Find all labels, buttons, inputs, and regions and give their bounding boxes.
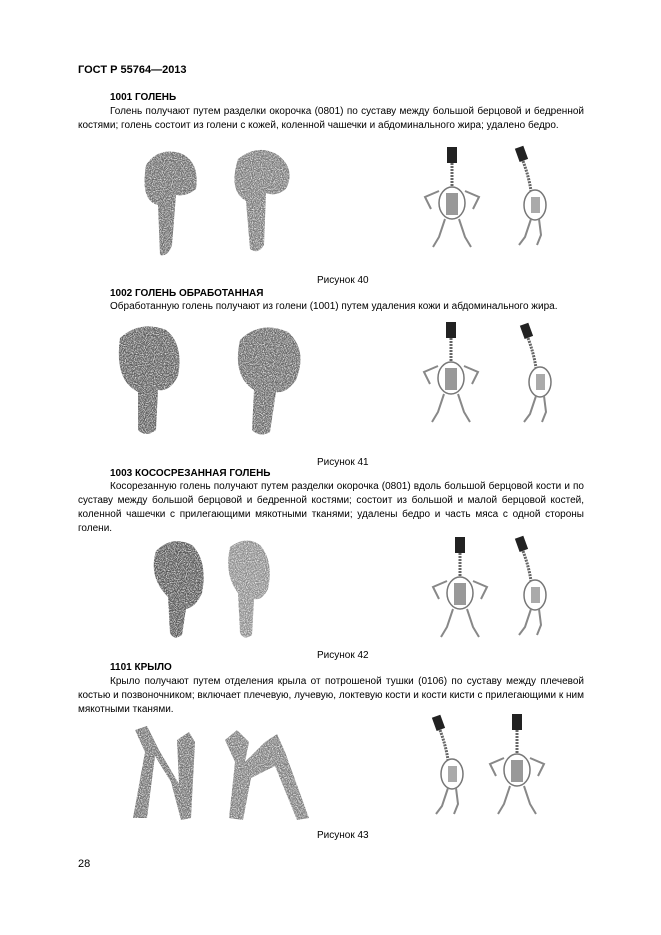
- section-title-1101: 1101 КРЫЛО: [110, 662, 172, 673]
- figure-caption-40: Рисунок 40: [317, 275, 369, 286]
- figure-caption-43: Рисунок 43: [317, 830, 369, 841]
- section-text-1001: Голень получают путем разделки окорочка (0801) по суставу между большой берцовой и бедренной костями; голень состоит из голени с кожей, коленной чашечки и абдоминального жира; удалено бедро.: [78, 106, 584, 131]
- figure-40-skeleton-diagrams: [415, 145, 555, 255]
- page-number: 28: [78, 858, 91, 870]
- figure-42-meat-photos: [142, 537, 292, 642]
- figure-43-wing-photos: [125, 722, 315, 822]
- figure-40-meat-photos: [128, 145, 308, 260]
- section-title-1003: 1003 КОСОСРЕЗАННАЯ ГОЛЕНЬ: [110, 468, 271, 479]
- document-header: ГОСТ Р 55764—2013: [78, 64, 187, 76]
- figure-41-meat-photos: [110, 320, 330, 440]
- figure-41-skeleton-diagrams: [410, 318, 560, 443]
- figure-43-skeleton-diagrams: [428, 712, 548, 824]
- figure-caption-42: Рисунок 42: [317, 650, 369, 661]
- figure-caption-41: Рисунок 41: [317, 457, 369, 468]
- section-text-1002: Обработанную голень получают из голени (1001) путем удаления кожи и абдоминального жира.: [110, 301, 558, 312]
- section-title-1001: 1001 ГОЛЕНЬ: [110, 92, 177, 103]
- section-text-1101: Крыло получают путем отделения крыла от потрошеной тушки (0106) по суставу между плечевой костью и позвоночником; включает плечевую, лучевую, локтевую кости и кости кисти с прилегающими к ним мякотными тканями.: [78, 676, 584, 715]
- section-text-1003: Косорезанную голень получают путем разделки окорочка (0801) вдоль большой берцовой кости и по суставу между большой берцовой и бедренной костями; состоит из большой и малой берцовой костей, коленной чашечки с прилегающими мякотными тканями; удалены бедро и часть мяса с одной стороны голени.: [78, 481, 584, 534]
- figure-42-skeleton-diagrams: [425, 535, 555, 640]
- section-title-1002: 1002 ГОЛЕНЬ ОБРАБОТАННАЯ: [110, 288, 264, 299]
